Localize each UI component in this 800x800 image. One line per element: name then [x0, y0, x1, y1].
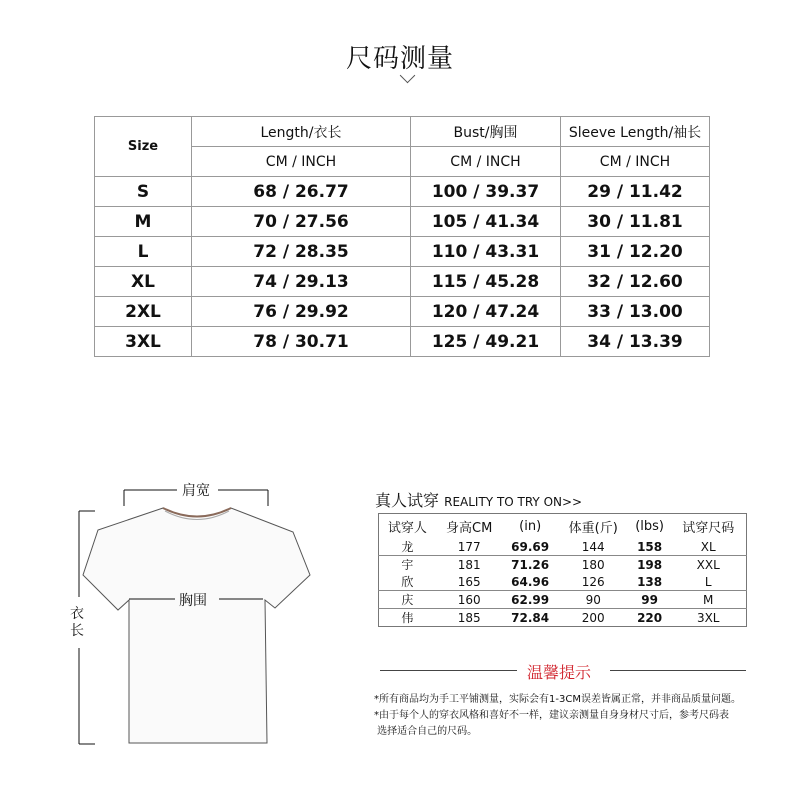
sleeve-cell: 32 / 12.60 [561, 267, 710, 297]
cell: 64.96 [503, 573, 558, 591]
cell: XXL [696, 557, 720, 572]
sleeve-cell: 30 / 11.81 [561, 207, 710, 237]
cell: 165 [436, 573, 503, 591]
chest-label: 胸围 [179, 593, 207, 609]
table-row [95, 267, 710, 297]
tips-header [380, 660, 750, 680]
tshirt-icon [60, 470, 320, 760]
note-1: *所有商品均为手工平铺测量，实际会有1-3CM误差皆属正常，并非商品质量问题。 [374, 694, 741, 705]
tryon-title [375, 488, 582, 511]
tips-notes [374, 692, 794, 740]
bust-cell: 115 / 45.28 [411, 267, 561, 297]
table-row [379, 573, 747, 591]
cell: 欣 [379, 573, 436, 591]
table-row [379, 591, 747, 609]
col-header-length: Length/衣长 [192, 117, 411, 147]
cell: 198 [637, 557, 663, 572]
table-row [95, 327, 710, 357]
size-cell: XL [95, 267, 192, 297]
th-height-cm: 身高CM [446, 520, 493, 536]
cell: 99 [629, 591, 671, 609]
table-row [95, 237, 710, 267]
cell: 220 [637, 610, 663, 625]
th-size: 试穿尺码 [682, 520, 735, 536]
unit-length: CM / INCH [192, 147, 411, 177]
cell: M [670, 591, 746, 609]
tryon-title-cn: 真人试穿 [375, 491, 440, 510]
col-header-bust: Bust/胸围 [411, 117, 561, 147]
length-cell: 68 / 26.77 [192, 177, 411, 207]
table-row [379, 609, 747, 627]
sleeve-cell: 34 / 13.39 [561, 327, 710, 357]
cell: 伟 [401, 611, 414, 625]
tryon-table [378, 513, 747, 627]
cell: 62.99 [503, 591, 558, 609]
cell: 180 [581, 557, 605, 572]
note-3: 选择适合自己的尺码。 [374, 726, 478, 737]
cell: 200 [581, 610, 605, 625]
th-height-in: (in) [519, 518, 542, 534]
page-title: 尺码测量 [345, 44, 454, 74]
th-person: 试穿人 [387, 520, 427, 536]
cell: 144 [558, 538, 629, 556]
cell: 71.26 [511, 557, 550, 572]
sleeve-cell: 33 / 13.00 [561, 297, 710, 327]
cell: 160 [436, 591, 503, 609]
col-header-sleeve: Sleeve Length/袖长 [561, 117, 710, 147]
cell: 181 [457, 557, 481, 572]
table-row [95, 177, 710, 207]
cell: 90 [558, 591, 629, 609]
size-cell: 3XL [95, 327, 192, 357]
sleeve-cell: 29 / 11.42 [561, 177, 710, 207]
cell: 185 [457, 610, 481, 625]
bust-cell: 125 / 49.21 [411, 327, 561, 357]
cell: 138 [629, 573, 671, 591]
length-cell: 72 / 28.35 [192, 237, 411, 267]
length-cell: 76 / 29.92 [192, 297, 411, 327]
divider [380, 670, 517, 671]
th-weight-jin: 体重(斤) [568, 520, 618, 536]
tryon-title-en: REALITY TO TRY ON>> [444, 495, 583, 509]
size-cell: S [95, 177, 192, 207]
length-label-2: 长 [70, 623, 84, 639]
table-row [95, 207, 710, 237]
size-cell: L [95, 237, 192, 267]
cell: 3XL [696, 610, 720, 625]
unit-bust: CM / INCH [411, 147, 561, 177]
bust-cell: 100 / 39.37 [411, 177, 561, 207]
sleeve-cell: 31 / 12.20 [561, 237, 710, 267]
cell: 庆 [379, 591, 436, 609]
size-cell: M [95, 207, 192, 237]
tips-title: 温馨提示 [527, 663, 592, 682]
bust-cell: 110 / 43.31 [411, 237, 561, 267]
bust-cell: 120 / 47.24 [411, 297, 561, 327]
divider [610, 670, 746, 671]
shoulder-label: 肩宽 [182, 483, 210, 499]
table-row [379, 556, 747, 574]
cell: 177 [436, 538, 503, 556]
cell: 龙 [379, 538, 436, 556]
cell: 宇 [401, 558, 414, 572]
cell: 72.84 [511, 610, 550, 625]
tshirt-diagram [60, 470, 320, 760]
cell: 158 [629, 538, 671, 556]
cell: L [670, 573, 746, 591]
cell: 126 [558, 573, 629, 591]
table-row [379, 538, 747, 556]
note-2: *由于每个人的穿衣风格和喜好不一样，建议亲测量自身身材尺寸后，参考尺码表 [374, 710, 729, 721]
cell: XL [670, 538, 746, 556]
length-cell: 74 / 29.13 [192, 267, 411, 297]
size-cell: 2XL [95, 297, 192, 327]
size-table [94, 116, 710, 357]
size-header: Size [95, 117, 192, 177]
length-cell: 70 / 27.56 [192, 207, 411, 237]
bust-cell: 105 / 41.34 [411, 207, 561, 237]
length-label-1: 衣 [70, 606, 84, 622]
cell: 69.69 [503, 538, 558, 556]
table-row [95, 297, 710, 327]
th-weight-lbs: (lbs) [635, 518, 664, 534]
unit-sleeve: CM / INCH [561, 147, 710, 177]
length-cell: 78 / 30.71 [192, 327, 411, 357]
